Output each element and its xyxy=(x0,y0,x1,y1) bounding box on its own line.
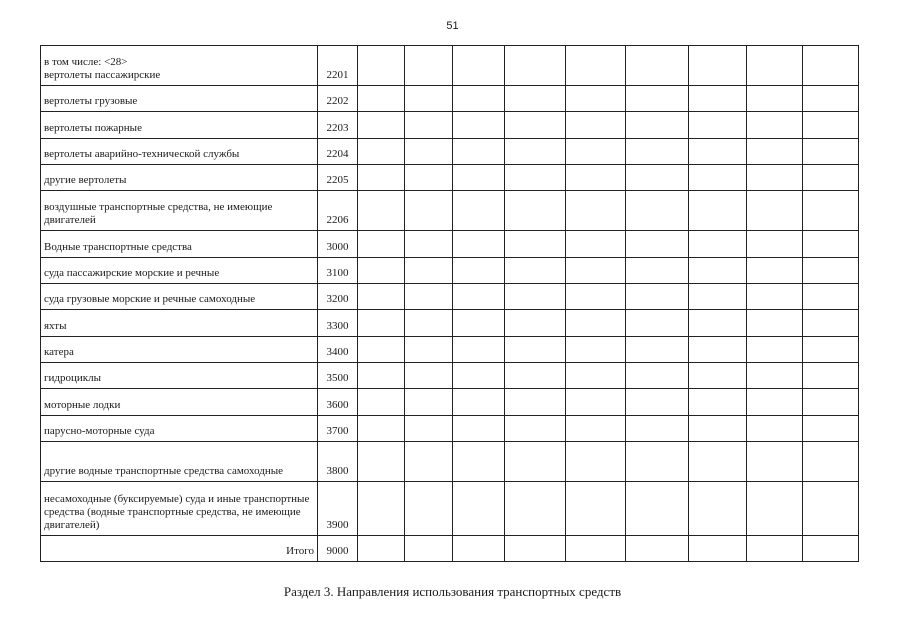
empty-value-cell xyxy=(566,191,626,231)
table-row xyxy=(41,310,859,337)
row-code-cell: 3900 xyxy=(318,482,358,536)
empty-value-cell xyxy=(405,139,453,165)
empty-value-cell xyxy=(626,86,689,112)
empty-value-cell xyxy=(747,482,803,536)
table-row xyxy=(41,389,859,416)
empty-value-cell xyxy=(803,284,859,310)
empty-value-cell xyxy=(453,337,505,363)
table-row xyxy=(41,112,859,139)
empty-value-cell xyxy=(358,337,405,363)
empty-value-cell xyxy=(505,310,566,337)
empty-value-cell xyxy=(405,482,453,536)
empty-value-cell xyxy=(566,442,626,482)
empty-value-cell xyxy=(505,86,566,112)
empty-value-cell xyxy=(505,46,566,86)
row-name-cell: другие водные транспортные средства самоходные xyxy=(41,442,318,482)
empty-value-cell xyxy=(626,284,689,310)
table-row xyxy=(41,442,859,482)
empty-value-cell xyxy=(358,536,405,562)
row-code-cell: 3400 xyxy=(318,337,358,363)
row-code-cell: 2202 xyxy=(318,86,358,112)
empty-value-cell xyxy=(405,416,453,442)
empty-value-cell xyxy=(803,46,859,86)
empty-value-cell xyxy=(747,389,803,416)
table-row xyxy=(41,416,859,442)
empty-value-cell xyxy=(626,416,689,442)
empty-value-cell xyxy=(689,310,747,337)
empty-value-cell xyxy=(747,86,803,112)
table-row xyxy=(41,86,859,112)
row-name-cell: воздушные транспортные средства, не имеющие двигателей xyxy=(41,191,318,231)
empty-value-cell xyxy=(358,46,405,86)
empty-value-cell xyxy=(453,310,505,337)
empty-value-cell xyxy=(626,258,689,284)
empty-value-cell xyxy=(689,231,747,258)
empty-value-cell xyxy=(566,284,626,310)
empty-value-cell xyxy=(626,191,689,231)
row-name-cell: суда грузовые морские и речные самоходные xyxy=(41,284,318,310)
row-name-cell: яхты xyxy=(41,310,318,337)
empty-value-cell xyxy=(453,389,505,416)
empty-value-cell xyxy=(453,284,505,310)
empty-value-cell xyxy=(626,231,689,258)
empty-value-cell xyxy=(453,482,505,536)
empty-value-cell xyxy=(566,46,626,86)
empty-value-cell xyxy=(405,536,453,562)
row-code-cell: 3300 xyxy=(318,310,358,337)
empty-value-cell xyxy=(453,442,505,482)
table-row xyxy=(41,482,859,536)
empty-value-cell xyxy=(566,165,626,191)
empty-value-cell xyxy=(747,416,803,442)
empty-value-cell xyxy=(566,310,626,337)
table-row xyxy=(41,258,859,284)
empty-value-cell xyxy=(405,389,453,416)
empty-value-cell xyxy=(505,337,566,363)
empty-value-cell xyxy=(626,442,689,482)
empty-value-cell xyxy=(747,139,803,165)
empty-value-cell xyxy=(358,86,405,112)
empty-value-cell xyxy=(689,363,747,389)
empty-value-cell xyxy=(803,337,859,363)
empty-value-cell xyxy=(505,416,566,442)
empty-value-cell xyxy=(566,86,626,112)
empty-value-cell xyxy=(803,416,859,442)
empty-value-cell xyxy=(689,86,747,112)
row-name-cell: в том числе: <28> вертолеты пассажирские xyxy=(41,46,318,86)
empty-value-cell xyxy=(453,231,505,258)
empty-value-cell xyxy=(405,231,453,258)
empty-value-cell xyxy=(689,389,747,416)
empty-value-cell xyxy=(689,337,747,363)
empty-value-cell xyxy=(566,482,626,536)
empty-value-cell xyxy=(358,165,405,191)
empty-value-cell xyxy=(358,389,405,416)
empty-value-cell xyxy=(566,363,626,389)
empty-value-cell xyxy=(626,112,689,139)
empty-value-cell xyxy=(453,258,505,284)
empty-value-cell xyxy=(566,112,626,139)
empty-value-cell xyxy=(747,363,803,389)
empty-value-cell xyxy=(405,284,453,310)
empty-value-cell xyxy=(405,258,453,284)
empty-value-cell xyxy=(626,46,689,86)
empty-value-cell xyxy=(505,363,566,389)
empty-value-cell xyxy=(626,363,689,389)
empty-value-cell xyxy=(566,536,626,562)
row-name-cell: вертолеты аварийно-технической службы xyxy=(41,139,318,165)
empty-value-cell xyxy=(747,231,803,258)
row-code-cell: 3200 xyxy=(318,284,358,310)
empty-value-cell xyxy=(505,231,566,258)
row-code-cell: 2203 xyxy=(318,112,358,139)
row-name-cell: Водные транспортные средства xyxy=(41,231,318,258)
row-name-cell: моторные лодки xyxy=(41,389,318,416)
row-name-cell: вертолеты грузовые xyxy=(41,86,318,112)
empty-value-cell xyxy=(626,337,689,363)
row-name-cell: другие вертолеты xyxy=(41,165,318,191)
empty-value-cell xyxy=(358,112,405,139)
empty-value-cell xyxy=(358,310,405,337)
empty-value-cell xyxy=(505,112,566,139)
empty-value-cell xyxy=(358,482,405,536)
row-code-cell: 2206 xyxy=(318,191,358,231)
row-code-cell: 3600 xyxy=(318,389,358,416)
empty-value-cell xyxy=(626,482,689,536)
table-row xyxy=(41,191,859,231)
empty-value-cell xyxy=(505,284,566,310)
empty-value-cell xyxy=(689,112,747,139)
table-row xyxy=(41,46,859,86)
empty-value-cell xyxy=(803,231,859,258)
empty-value-cell xyxy=(626,389,689,416)
section-caption: Раздел 3. Направления использования транспортных средств xyxy=(283,584,622,599)
table-row xyxy=(41,536,859,562)
empty-value-cell xyxy=(358,363,405,389)
empty-value-cell xyxy=(803,165,859,191)
empty-value-cell xyxy=(566,231,626,258)
empty-value-cell xyxy=(689,258,747,284)
empty-value-cell xyxy=(405,191,453,231)
row-name-cell: суда пассажирские морские и речные xyxy=(41,258,318,284)
row-code-cell: 2205 xyxy=(318,165,358,191)
empty-value-cell xyxy=(453,191,505,231)
empty-value-cell xyxy=(566,258,626,284)
empty-value-cell xyxy=(747,284,803,310)
empty-value-cell xyxy=(626,536,689,562)
empty-value-cell xyxy=(803,363,859,389)
empty-value-cell xyxy=(505,258,566,284)
empty-value-cell xyxy=(689,165,747,191)
row-code-cell: 3500 xyxy=(318,363,358,389)
empty-value-cell xyxy=(505,482,566,536)
empty-value-cell xyxy=(453,46,505,86)
empty-value-cell xyxy=(453,86,505,112)
empty-value-cell xyxy=(689,416,747,442)
empty-value-cell xyxy=(566,337,626,363)
empty-value-cell xyxy=(689,284,747,310)
empty-value-cell xyxy=(803,258,859,284)
empty-value-cell xyxy=(689,139,747,165)
empty-value-cell xyxy=(405,363,453,389)
empty-value-cell xyxy=(358,231,405,258)
empty-value-cell xyxy=(747,165,803,191)
empty-value-cell xyxy=(358,416,405,442)
row-code-cell: 3000 xyxy=(318,231,358,258)
empty-value-cell xyxy=(405,337,453,363)
empty-value-cell xyxy=(358,139,405,165)
empty-value-cell xyxy=(505,442,566,482)
empty-value-cell xyxy=(803,536,859,562)
empty-value-cell xyxy=(505,389,566,416)
table-row xyxy=(41,231,859,258)
empty-value-cell xyxy=(358,258,405,284)
row-code-cell: 3700 xyxy=(318,416,358,442)
empty-value-cell xyxy=(505,165,566,191)
empty-value-cell xyxy=(505,139,566,165)
table-row xyxy=(41,337,859,363)
empty-value-cell xyxy=(358,284,405,310)
empty-value-cell xyxy=(747,536,803,562)
empty-value-cell xyxy=(803,191,859,231)
empty-value-cell xyxy=(453,165,505,191)
empty-value-cell xyxy=(803,112,859,139)
empty-value-cell xyxy=(747,191,803,231)
empty-value-cell xyxy=(453,139,505,165)
empty-value-cell xyxy=(689,46,747,86)
empty-value-cell xyxy=(803,389,859,416)
table-row xyxy=(41,363,859,389)
row-code-cell: 9000 xyxy=(318,536,358,562)
empty-value-cell xyxy=(689,536,747,562)
row-code-cell: 2204 xyxy=(318,139,358,165)
empty-value-cell xyxy=(626,139,689,165)
empty-value-cell xyxy=(626,310,689,337)
empty-value-cell xyxy=(453,536,505,562)
empty-value-cell xyxy=(453,363,505,389)
row-name-cell: гидроциклы xyxy=(41,363,318,389)
row-code-cell: 3100 xyxy=(318,258,358,284)
empty-value-cell xyxy=(405,165,453,191)
empty-value-cell xyxy=(566,389,626,416)
empty-value-cell xyxy=(747,337,803,363)
row-code-cell: 3800 xyxy=(318,442,358,482)
empty-value-cell xyxy=(505,191,566,231)
empty-value-cell xyxy=(566,416,626,442)
table-row xyxy=(41,139,859,165)
empty-value-cell xyxy=(747,258,803,284)
row-code-cell: 2201 xyxy=(318,46,358,86)
row-name-cell: парусно-моторные суда xyxy=(41,416,318,442)
empty-value-cell xyxy=(405,310,453,337)
empty-value-cell xyxy=(803,139,859,165)
empty-value-cell xyxy=(689,482,747,536)
empty-value-cell xyxy=(453,112,505,139)
empty-value-cell xyxy=(453,416,505,442)
row-name-cell: Итого xyxy=(41,536,318,562)
empty-value-cell xyxy=(747,310,803,337)
empty-value-cell xyxy=(803,310,859,337)
page-number: 51 xyxy=(446,20,459,32)
empty-value-cell xyxy=(689,442,747,482)
empty-value-cell xyxy=(747,46,803,86)
empty-value-cell xyxy=(405,46,453,86)
row-name-cell: несамоходные (буксируемые) суда и иные транспортные средства (водные транспортные средства, не имеющие двигателей) xyxy=(41,482,318,536)
empty-value-cell xyxy=(626,165,689,191)
empty-value-cell xyxy=(747,112,803,139)
empty-value-cell xyxy=(358,442,405,482)
empty-value-cell xyxy=(803,482,859,536)
transport-table xyxy=(40,45,859,562)
empty-value-cell xyxy=(689,191,747,231)
row-name-cell: вертолеты пожарные xyxy=(41,112,318,139)
empty-value-cell xyxy=(405,86,453,112)
empty-value-cell xyxy=(747,442,803,482)
row-name-cell: катера xyxy=(41,337,318,363)
empty-value-cell xyxy=(803,442,859,482)
empty-value-cell xyxy=(505,536,566,562)
empty-value-cell xyxy=(405,442,453,482)
empty-value-cell xyxy=(566,139,626,165)
table-row xyxy=(41,284,859,310)
table-row xyxy=(41,165,859,191)
empty-value-cell xyxy=(358,191,405,231)
empty-value-cell xyxy=(405,112,453,139)
empty-value-cell xyxy=(803,86,859,112)
